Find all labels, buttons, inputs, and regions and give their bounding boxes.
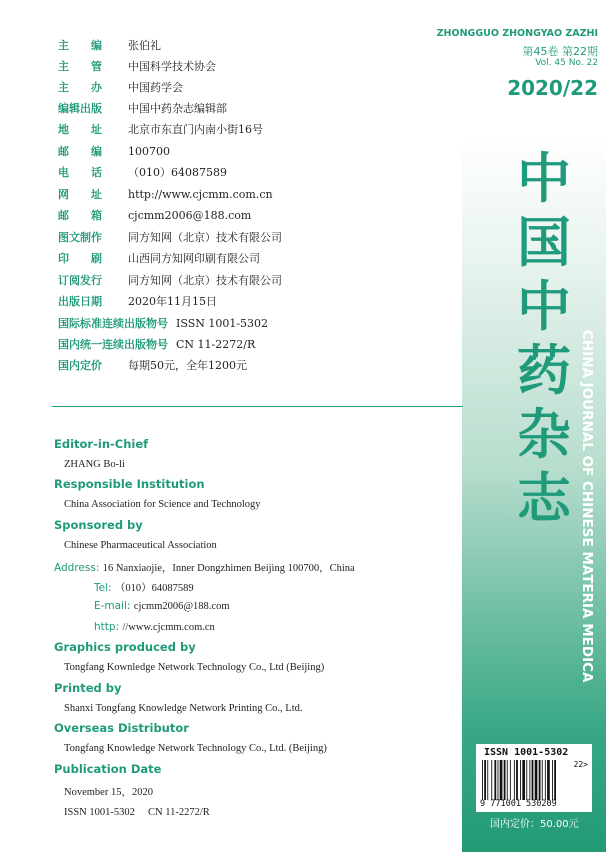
masthead-row: 地 址 北京市东直门内南小街16号 [58, 123, 263, 136]
masthead-row: 主 办 中国药学会 [58, 81, 183, 94]
http-value: //www.cjcmm.com.cn [122, 622, 215, 633]
cover-title-en: CHINA JOURNAL OF CHINESE MATERIA MEDICA [579, 330, 595, 683]
editor-heading: Editor-in-Chief [54, 437, 149, 451]
cover-volume-cn: 第45卷 第22期 [522, 45, 598, 58]
masthead-row: 主 管 中国科学技术协会 [58, 60, 216, 73]
masthead-row: 出版日期 2020年11月15日 [58, 295, 217, 308]
http-line [94, 621, 215, 633]
title-char: 中 [517, 274, 571, 338]
cover-issue: 2020/22 [507, 76, 598, 100]
tel-value: （010）64087589 [114, 583, 194, 594]
barcode-block [476, 744, 592, 812]
barcode-number: 9 771001 530209 [480, 799, 557, 809]
email-label: E-mail: [94, 600, 131, 612]
overseas-heading: Overseas Distributor [54, 721, 189, 735]
sponsored-heading: Sponsored by [54, 518, 143, 532]
address-label: Address: [54, 562, 100, 574]
issn-cn-line: ISSN 1001-5302 CN 11-2272/R [64, 807, 210, 818]
address-value: 16 Nanxiaojie，Inner Dongzhimen Beijing 100700，China [102, 563, 355, 574]
masthead-row: 国内定价 每期50元，全年1200元 [58, 359, 247, 372]
cover-volume-en: Vol. 45 No. 22 [535, 58, 598, 68]
title-char: 国 [517, 210, 571, 274]
masthead-row: 编辑出版 中国中药杂志编辑部 [58, 102, 227, 115]
printed-heading: Printed by [54, 681, 122, 695]
overseas-value: Tongfang Knowledge Network Technology Co., Ltd. (Beijing) [64, 743, 327, 754]
responsible-value: China Association for Science and Technology [64, 499, 261, 510]
title-char: 杂 [517, 402, 571, 466]
http-label: http: [94, 621, 120, 633]
masthead-row: 国内统一连续出版物号 CN 11-2272/R [58, 338, 256, 351]
masthead-row: 网 址 http://www.cjcmm.com.cn [58, 188, 273, 201]
masthead-row: 订阅发行 同方知网（北京）技术有限公司 [58, 274, 282, 287]
barcode-icon [482, 760, 586, 800]
masthead-row: 电 话 （010）64087589 [58, 166, 227, 179]
tel-line [94, 580, 194, 595]
address-line [54, 560, 355, 575]
editor-value: ZHANG Bo-li [64, 459, 125, 470]
printed-value: Shanxi Tongfang Knowledge Network Printing Co., Ltd. [64, 703, 303, 714]
masthead-row: 国际标准连续出版物号 ISSN 1001-5302 [58, 317, 269, 330]
graphics-heading: Graphics produced by [54, 640, 196, 654]
sponsored-value: Chinese Pharmaceutical Association [64, 540, 217, 551]
tel-label: Tel: [94, 582, 112, 594]
pubdate-heading: Publication Date [54, 762, 162, 776]
masthead-row: 主 编 张伯礼 [58, 39, 161, 52]
title-char: 中 [517, 146, 571, 210]
barcode-issn: ISSN 1001-5302 [484, 747, 569, 758]
section-divider [52, 406, 463, 407]
barcode-addon: 22> [573, 760, 588, 769]
masthead-row: 邮 编 100700 [58, 145, 170, 158]
masthead-row: 印 刷 山西同方知网印刷有限公司 [58, 252, 260, 265]
email-value: cjcmm2006@188.com [133, 601, 230, 612]
email-line [94, 600, 230, 612]
cover-price: 国内定价：50.00元 [490, 819, 579, 830]
masthead-row: 邮 箱 cjcmm2006@188.com [58, 209, 252, 222]
graphics-value: Tongfang Kownledge Network Technology Co., Ltd (Beijing) [64, 662, 325, 673]
cover-pinyin: ZHONGGUO ZHONGYAO ZAZHI [436, 28, 598, 39]
title-char: 志 [517, 466, 571, 530]
title-char: 药 [517, 338, 571, 402]
pubdate-value: November 15，2020 [64, 787, 153, 798]
masthead-row: 图文制作 同方知网（北京）技术有限公司 [58, 231, 282, 244]
responsible-heading: Responsible Institution [54, 477, 205, 491]
